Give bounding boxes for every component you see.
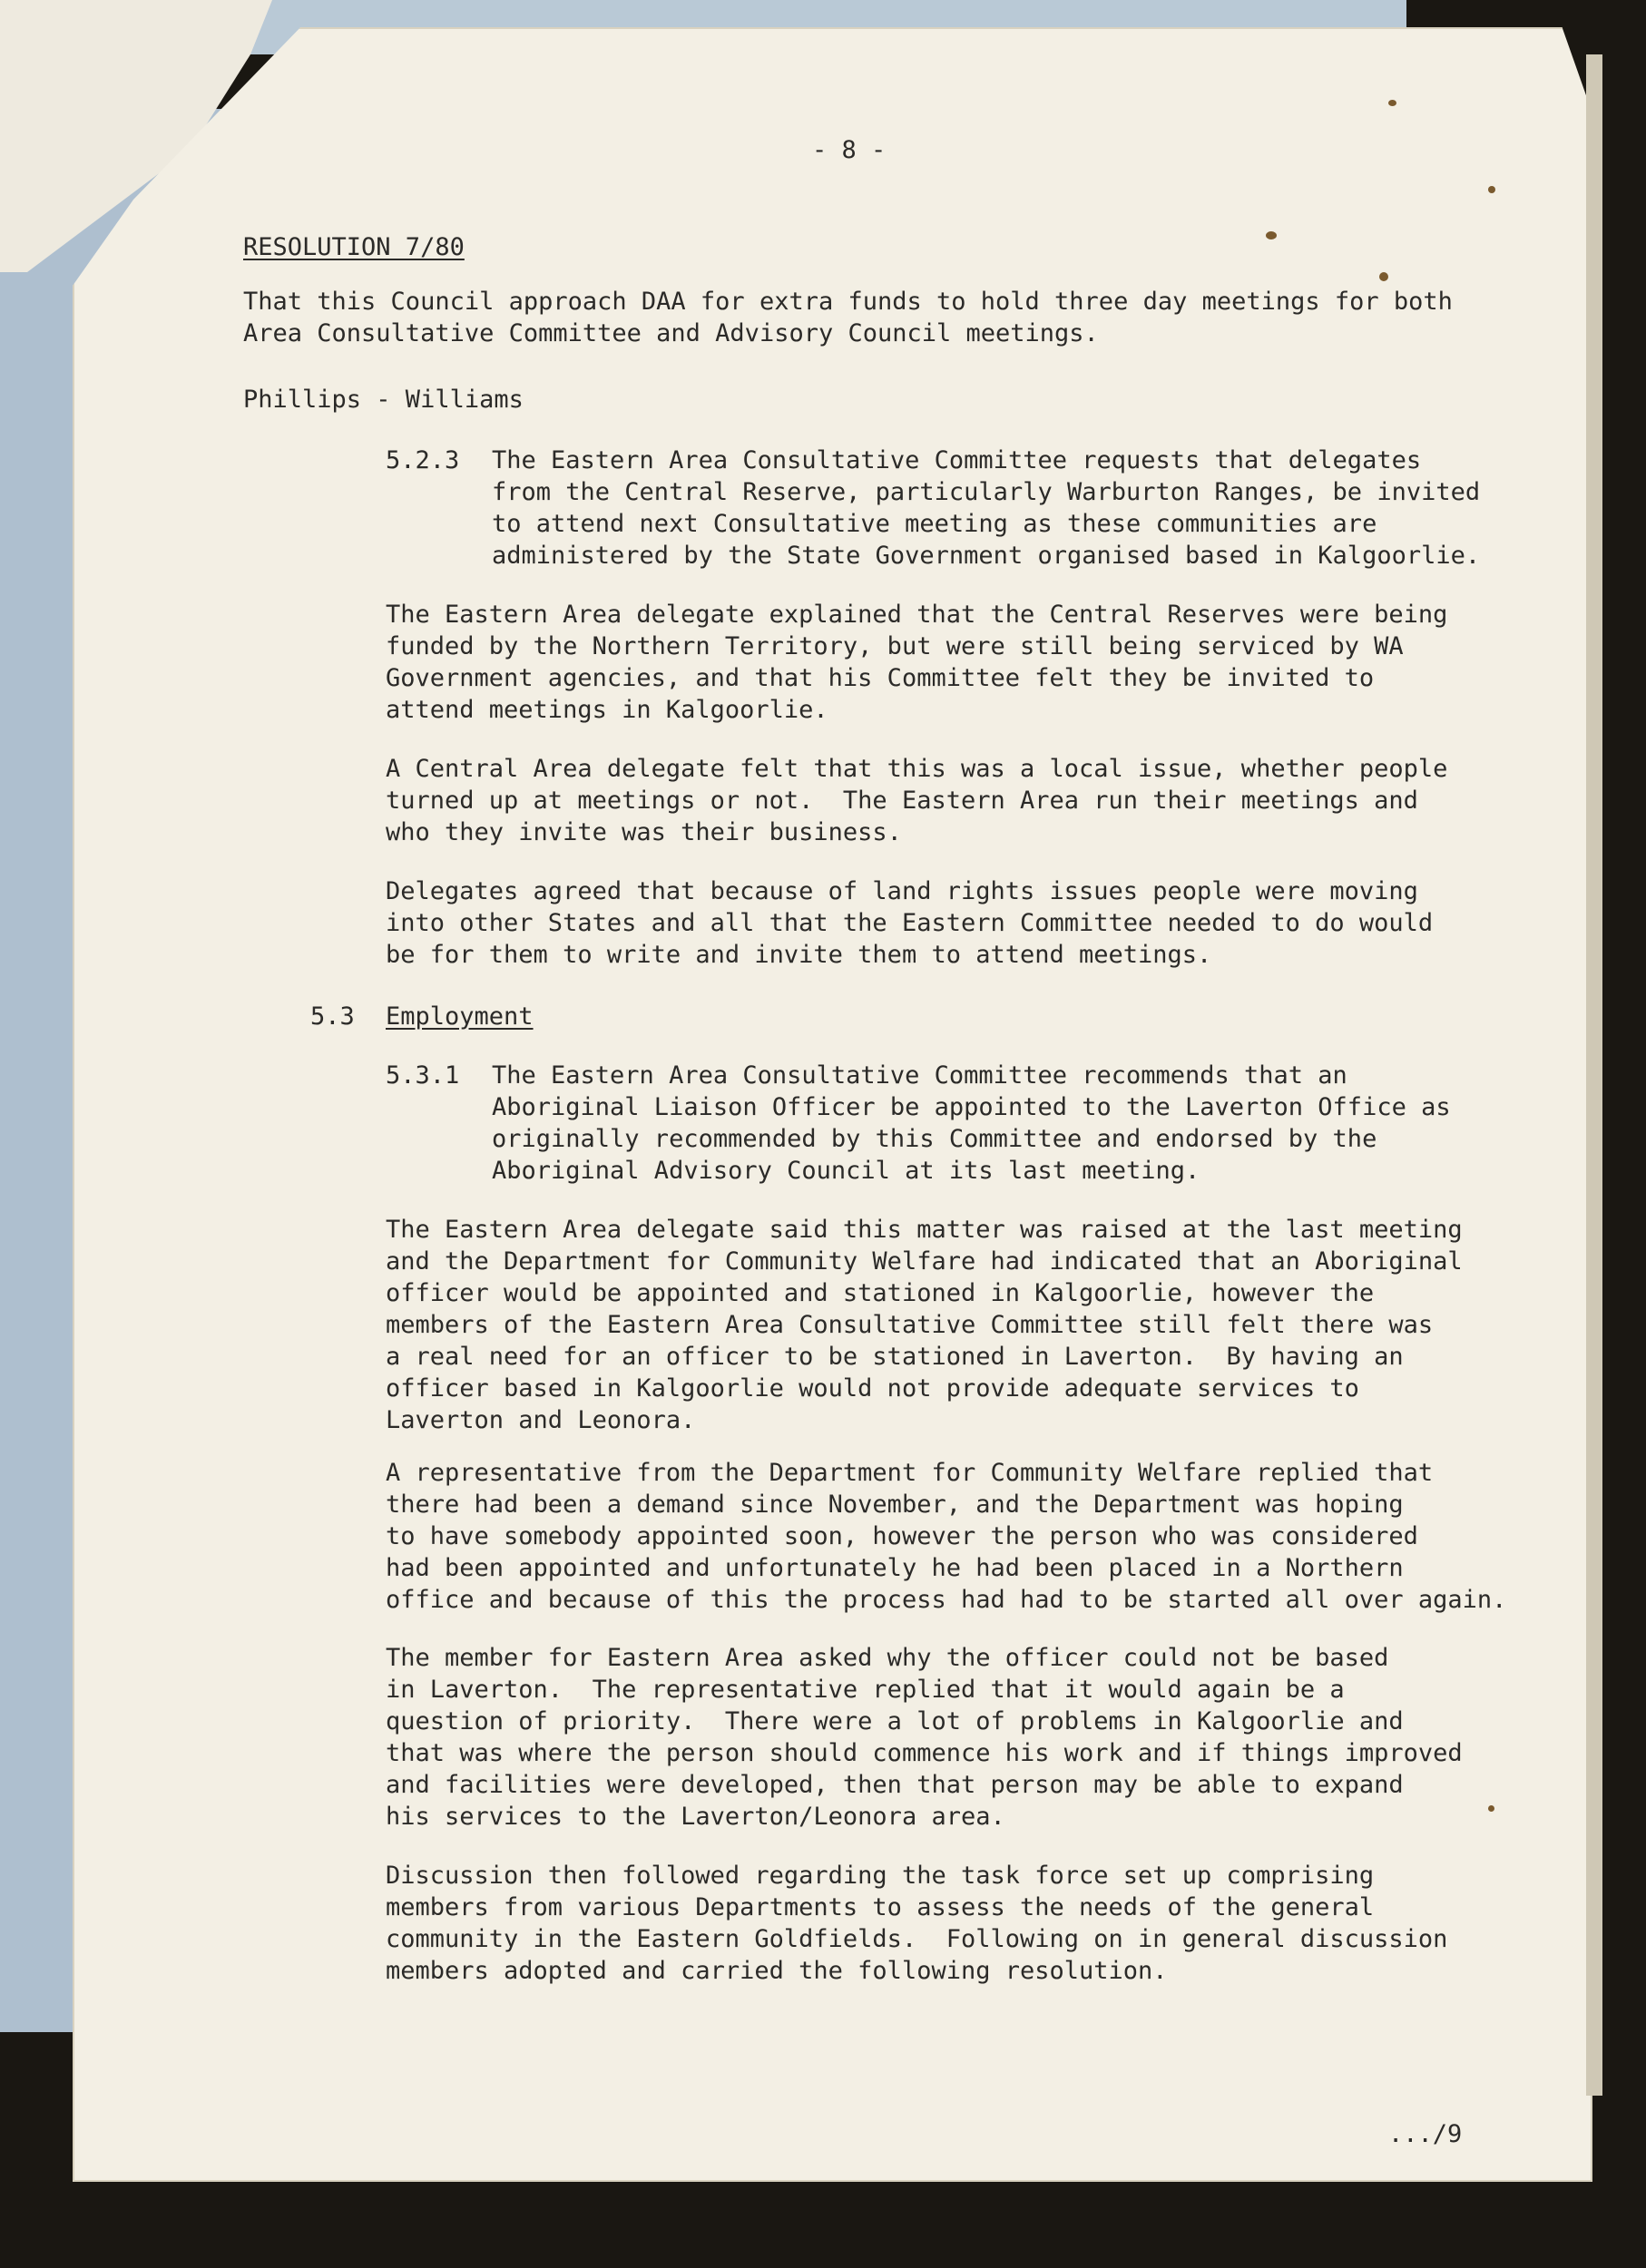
paragraph-line: question of priority. There were a lot of problems in Kalgoorlie and <box>386 1707 1404 1735</box>
item-523-line: The Eastern Area Consultative Committee requests that delegates <box>492 446 1422 474</box>
page-stack-edge <box>1586 54 1602 2096</box>
paragraph-line: a real need for an officer to be stationed in Laverton. By having an <box>386 1343 1404 1371</box>
page-continuation: .../9 <box>1388 2120 1463 2148</box>
paragraph-line: had been appointed and unfortunately he had been placed in a Northern <box>386 1554 1404 1582</box>
paragraph-line: funded by the Northern Territory, but were still being serviced by WA <box>386 632 1404 660</box>
section-number-5-3: 5.3 <box>310 1002 355 1031</box>
paragraph-line: officer based in Kalgoorlie would not provide adequate services to <box>386 1374 1359 1403</box>
paragraph-line: A Central Area delegate felt that this was a local issue, whether people <box>386 755 1448 783</box>
stain-mark <box>1488 186 1495 193</box>
paragraph-line: and the Department for Community Welfare had indicated that an Aboriginal <box>386 1247 1463 1276</box>
paragraph-line: Discussion then followed regarding the task force set up comprising <box>386 1862 1375 1890</box>
item-number-5-2-3: 5.2.3 <box>386 446 460 474</box>
paragraph-line: to have somebody appointed soon, however the person who was considered <box>386 1522 1418 1550</box>
paragraph-line: members adopted and carried the following resolution. <box>386 1957 1168 1985</box>
paragraph-line: The Eastern Area delegate explained that the Central Reserves were being <box>386 601 1448 629</box>
item-523-line: to attend next Consultative meeting as these communities are <box>492 510 1377 538</box>
paragraph-line: who they invite was their business. <box>386 818 902 846</box>
paragraph-line: office and because of this the process had had to be started all over again. <box>386 1586 1507 1614</box>
paragraph-line: A representative from the Department for Community Welfare replied that <box>386 1459 1434 1487</box>
paragraph-line: members from various Departments to assess the needs of the general <box>386 1893 1375 1921</box>
item-523-line: from the Central Reserve, particularly Warburton Ranges, be invited <box>492 478 1481 506</box>
resolution-line: That this Council approach DAA for extra funds to hold three day meetings for both <box>243 288 1453 316</box>
paragraph-line: there had been a demand since November, and the Department was hoping <box>386 1491 1404 1519</box>
item-531-line: Aboriginal Liaison Officer be appointed to the Laverton Office as <box>492 1093 1451 1121</box>
paragraph-line: The Eastern Area delegate said this matter was raised at the last meeting <box>386 1216 1463 1244</box>
paragraph-line: Government agencies, and that his Committee felt they be invited to <box>386 664 1375 692</box>
paragraph-line: Laverton and Leonora. <box>386 1406 696 1434</box>
paragraph-line: members of the Eastern Area Consultative Committee still felt there was <box>386 1311 1434 1339</box>
paragraph-line: that was where the person should commence his work and if things improved <box>386 1739 1463 1767</box>
resolution-line: Area Consultative Committee and Advisory Council meetings. <box>243 319 1099 347</box>
resolution-mover: Phillips - Williams <box>243 386 524 414</box>
item-number-5-3-1: 5.3.1 <box>386 1061 460 1090</box>
paragraph-line: turned up at meetings or not. The Eastern Area run their meetings and <box>386 787 1418 815</box>
paragraph-line: in Laverton. The representative replied that it would again be a <box>386 1676 1345 1704</box>
paragraph-line: The member for Eastern Area asked why the officer could not be based <box>386 1644 1389 1672</box>
stain-mark <box>1388 100 1396 106</box>
paragraph-line: officer would be appointed and stationed in Kalgoorlie, however the <box>386 1279 1375 1307</box>
paragraph-line: and facilities were developed, then that person may be able to expand <box>386 1771 1404 1799</box>
stain-mark <box>1379 272 1388 281</box>
paragraph-line: attend meetings in Kalgoorlie. <box>386 696 828 724</box>
paragraph-line: be for them to write and invite them to attend meetings. <box>386 941 1212 969</box>
paragraph-line: Delegates agreed that because of land rights issues people were moving <box>386 877 1418 905</box>
section-title-employment: Employment <box>386 1002 534 1031</box>
item-523-line: administered by the State Government organised based in Kalgoorlie. <box>492 542 1481 570</box>
paragraph-line: community in the Eastern Goldfields. Following on in general discussion <box>386 1925 1448 1953</box>
paragraph-line: his services to the Laverton/Leonora area. <box>386 1803 1005 1831</box>
resolution-heading: RESOLUTION 7/80 <box>243 233 465 261</box>
item-531-line: Aboriginal Advisory Council at its last meeting. <box>492 1157 1200 1185</box>
stain-mark <box>1266 231 1277 240</box>
stain-mark <box>1488 1805 1494 1812</box>
item-531-line: originally recommended by this Committee and endorsed by the <box>492 1125 1377 1153</box>
page-number: - 8 - <box>812 136 887 164</box>
paragraph-line: into other States and all that the Eastern Committee needed to do would <box>386 909 1434 937</box>
item-531-line: The Eastern Area Consultative Committee recommends that an <box>492 1061 1347 1090</box>
